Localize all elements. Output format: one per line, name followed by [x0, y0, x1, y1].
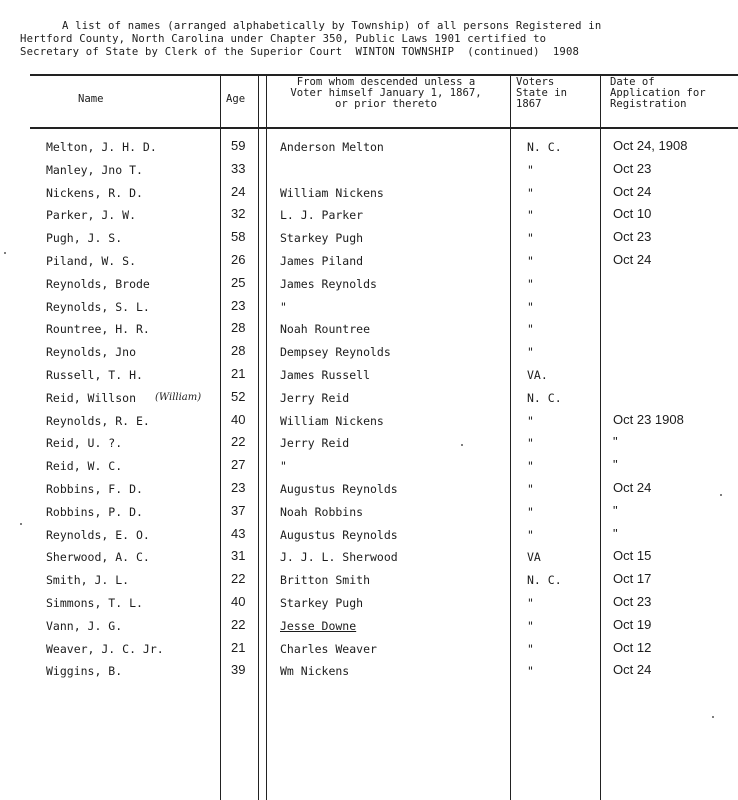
cell-age: 40 — [231, 411, 246, 427]
cell-age: 23 — [231, 297, 246, 313]
cell-age: 24 — [231, 183, 246, 199]
table-row — [30, 478, 738, 501]
cell-age: 28 — [231, 343, 246, 359]
cell-application-date: Oct 24 — [613, 479, 652, 495]
cell-name: Reynolds, Jno — [46, 345, 137, 360]
cell-age: 22 — [231, 616, 246, 632]
cell-voters-state: " — [527, 618, 534, 633]
table-row — [30, 341, 738, 364]
column-header-name: Name — [78, 93, 104, 105]
cell-descended-from: J. J. L. Sherwood — [280, 550, 398, 565]
table-row — [30, 296, 738, 319]
cell-application-date: Oct 23 — [613, 229, 652, 245]
cell-voters-state: " — [527, 527, 534, 542]
cell-application-date: Oct 12 — [613, 639, 652, 655]
cell-descended-from: Dempsey Reynolds — [280, 345, 391, 360]
cell-descended-from: Starkey Pugh — [280, 231, 364, 246]
cell-voters-state: N. C. — [527, 140, 562, 154]
cell-age: 27 — [231, 457, 246, 473]
cell-name: Reid, Willson — [46, 390, 137, 405]
cell-name: Wiggins, B. — [46, 664, 123, 679]
cell-application-date: Oct 15 — [613, 548, 652, 564]
cell-application-date: Oct 19 — [613, 616, 652, 632]
table-row — [30, 318, 738, 341]
registration-table — [30, 74, 738, 800]
cell-descended-from: Starkey Pugh — [280, 595, 364, 610]
table-row — [30, 638, 738, 661]
scan-speck — [461, 444, 463, 446]
cell-name: Russell, T. H. — [46, 367, 143, 382]
table-row — [30, 501, 738, 524]
table-row — [30, 136, 738, 159]
cell-name: Vann, J. G. — [46, 618, 123, 633]
heading-line-3: Secretary of State by Clerk of the Superior Court WINTON TOWNSHIP (continued) 1908 — [20, 46, 580, 58]
scan-speck — [712, 716, 714, 718]
cell-age: 32 — [231, 206, 246, 222]
cell-name: Smith, J. L. — [46, 573, 130, 588]
table-row — [30, 432, 738, 455]
cell-age: 40 — [231, 593, 246, 609]
cell-descended-from: Wm Nickens — [280, 664, 350, 679]
cell-descended-from: Britton Smith — [280, 573, 371, 588]
cell-age: 22 — [231, 571, 246, 587]
cell-descended-from: William Nickens — [280, 413, 384, 428]
cell-age: 21 — [231, 365, 246, 381]
cell-name: Reynolds, E. O. — [46, 527, 150, 542]
cell-age: 28 — [231, 320, 246, 336]
cell-name: Piland, W. S. — [46, 253, 137, 268]
cell-voters-state: " — [527, 276, 534, 291]
cell-name: Robbins, F. D. — [46, 481, 143, 496]
table-row — [30, 159, 738, 182]
header-bottom-rule — [30, 127, 738, 129]
cell-name: Pugh, J. S. — [46, 231, 123, 246]
cell-age: 26 — [231, 251, 246, 267]
cell-descended-from: James Piland — [280, 253, 364, 268]
table-row — [30, 364, 738, 387]
cell-voters-state: VA. — [527, 367, 548, 382]
cell-application-date: " — [613, 525, 618, 541]
table-row — [30, 410, 738, 433]
cell-descended-from: " — [280, 459, 287, 474]
table-row — [30, 524, 738, 547]
cell-voters-state: " — [527, 345, 534, 360]
cell-application-date: Oct 10 — [613, 206, 652, 222]
cell-voters-state: " — [527, 595, 534, 610]
table-row — [30, 592, 738, 615]
table-row — [30, 182, 738, 205]
cell-application-date: " — [613, 502, 618, 518]
cell-voters-state: " — [527, 413, 534, 428]
cell-voters-state: " — [527, 641, 534, 656]
cell-voters-state: " — [527, 299, 534, 314]
cell-application-date: Oct 17 — [613, 571, 652, 587]
table-body — [30, 136, 738, 683]
cell-name: Rountree, H. R. — [46, 322, 150, 337]
cell-age: 25 — [231, 274, 246, 290]
cell-application-date: Oct 24 — [613, 251, 652, 267]
cell-voters-state: VA — [527, 550, 541, 565]
cell-voters-state: " — [527, 322, 534, 337]
cell-age: 31 — [231, 548, 246, 564]
column-header-age: Age — [226, 93, 246, 105]
cell-voters-state: " — [527, 664, 534, 679]
cell-age: 58 — [231, 229, 246, 245]
cell-application-date: Oct 24 — [613, 183, 652, 199]
cell-name: Reynolds, S. L. — [46, 299, 150, 314]
column-header-application-date: Date of Application for Registration — [610, 76, 706, 110]
cell-age: 22 — [231, 434, 246, 450]
cell-application-date: Oct 23 — [613, 160, 652, 176]
cell-name: Robbins, P. D. — [46, 504, 143, 519]
cell-age: 33 — [231, 160, 246, 176]
cell-descended-from: James Reynolds — [280, 276, 377, 291]
cell-descended-from: Noah Rountree — [280, 322, 371, 337]
cell-application-date: " — [613, 457, 618, 473]
cell-application-date: Oct 24 — [613, 662, 652, 678]
handwritten-name-note: (William) — [155, 391, 202, 403]
cell-age: 21 — [231, 639, 246, 655]
cell-descended-from: Augustus Reynolds — [280, 481, 398, 496]
cell-name: Manley, Jno T. — [46, 162, 143, 177]
cell-descended-from: Charles Weaver — [280, 641, 377, 656]
cell-descended-from: Anderson Melton — [280, 140, 384, 154]
cell-age: 23 — [231, 479, 246, 495]
cell-name: Weaver, J. C. Jr. — [46, 641, 164, 656]
cell-application-date: Oct 23 — [613, 593, 652, 609]
cell-voters-state: " — [527, 185, 534, 200]
cell-voters-state: N. C. — [527, 390, 562, 405]
cell-voters-state: " — [527, 208, 534, 223]
cell-name: Simmons, T. L. — [46, 595, 143, 610]
cell-application-date: Oct 23 1908 — [613, 411, 684, 427]
column-header-descended: From whom descended unless a Voter himself January 1, 1867, or prior thereto — [290, 76, 482, 110]
cell-voters-state: " — [527, 436, 534, 451]
cell-descended-from: Jerry Reid — [280, 390, 350, 405]
table-row — [30, 569, 738, 592]
cell-age: 37 — [231, 502, 246, 518]
table-row — [30, 660, 738, 683]
table-row — [30, 455, 738, 478]
cell-voters-state: N. C. — [527, 573, 562, 588]
cell-voters-state: " — [527, 504, 534, 519]
document-heading — [20, 20, 720, 59]
cell-application-date: Oct 24, 1908 — [613, 138, 688, 153]
table-row — [30, 387, 738, 410]
cell-name: Nickens, R. D. — [46, 185, 143, 200]
cell-application-date: " — [613, 434, 618, 450]
cell-name: Reid, U. ?. — [46, 436, 123, 451]
cell-descended-from: L. J. Parker — [280, 208, 364, 223]
column-header-voters-state: Voters State in 1867 — [516, 76, 568, 110]
cell-descended-from: James Russell — [280, 367, 371, 382]
heading-line-2: Hertford County, North Carolina under Chapter 350, Public Laws 1901 certified to — [20, 33, 547, 45]
cell-descended-from: Noah Robbins — [280, 504, 364, 519]
table-row — [30, 250, 738, 273]
cell-descended-from: Augustus Reynolds — [280, 527, 398, 542]
cell-name: Reynolds, Brode — [46, 276, 150, 291]
cell-voters-state: " — [527, 253, 534, 268]
cell-name: Sherwood, A. C. — [46, 550, 150, 565]
cell-descended-from: William Nickens — [280, 185, 384, 200]
table-row — [30, 227, 738, 250]
cell-descended-from: Jerry Reid — [280, 436, 350, 451]
table-row — [30, 204, 738, 227]
cell-voters-state: " — [527, 231, 534, 246]
cell-age: 43 — [231, 525, 246, 541]
cell-age: 52 — [231, 388, 246, 404]
table-row — [30, 546, 738, 569]
cell-age: 39 — [231, 662, 246, 678]
scan-speck — [4, 252, 6, 254]
cell-age: 59 — [231, 138, 246, 153]
scan-speck — [20, 523, 22, 525]
scan-speck — [720, 494, 722, 496]
cell-voters-state: " — [527, 481, 534, 496]
cell-name: Reynolds, R. E. — [46, 413, 150, 428]
heading-line-1: A list of names (arranged alphabetically by Township) of all persons Registered in — [62, 20, 602, 32]
cell-name: Parker, J. W. — [46, 208, 137, 223]
cell-voters-state: " — [527, 459, 534, 474]
cell-name: Melton, J. H. D. — [46, 140, 157, 154]
cell-descended-from: Jesse Downe — [280, 618, 357, 633]
table-row — [30, 615, 738, 638]
table-row — [30, 273, 738, 296]
cell-voters-state: " — [527, 162, 534, 177]
cell-descended-from: " — [280, 299, 287, 314]
cell-name: Reid, W. C. — [46, 459, 123, 474]
